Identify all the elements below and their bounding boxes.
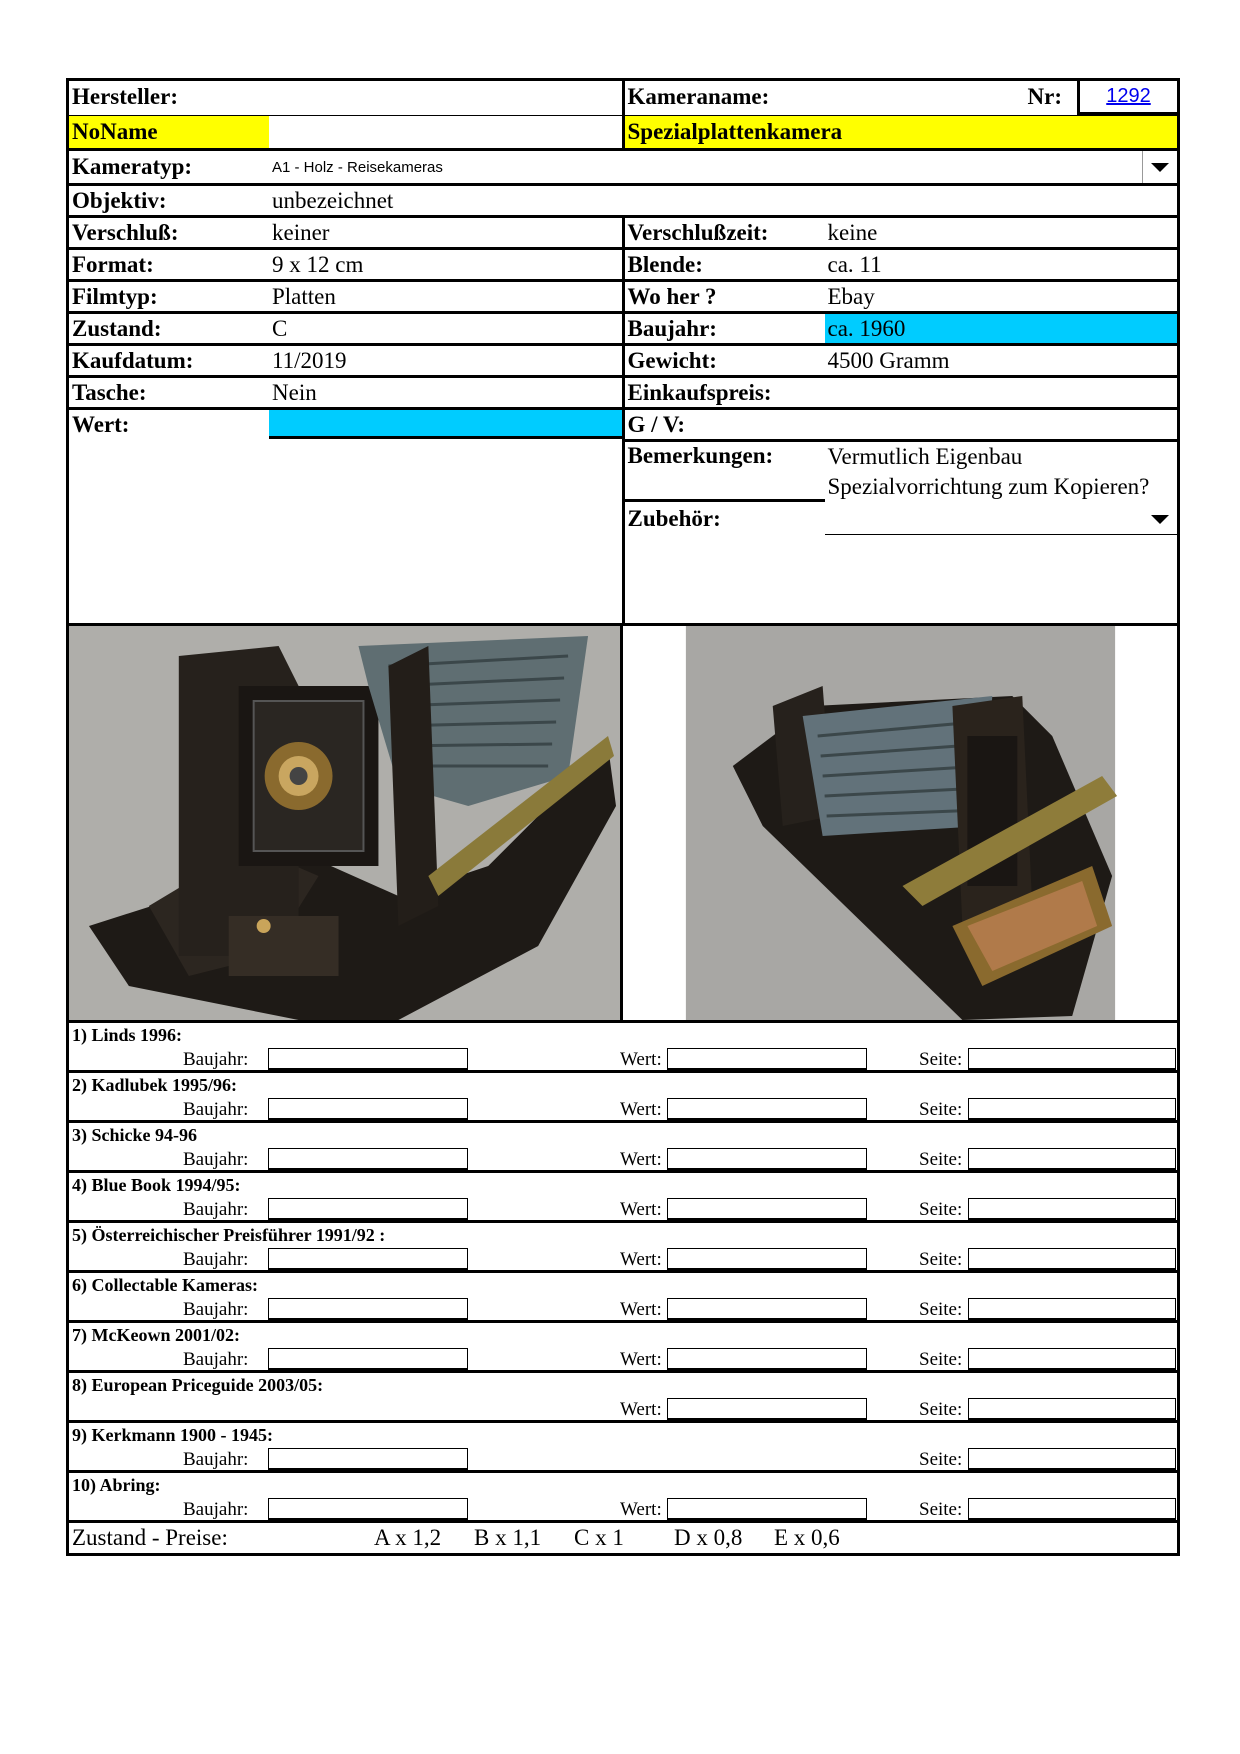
seite-label: Seite: xyxy=(919,1049,963,1070)
field-row xyxy=(69,250,1177,282)
verschluss-label: Verschluß: xyxy=(72,219,179,245)
filmtyp-value: Platten xyxy=(272,283,336,309)
baujahr-input[interactable] xyxy=(268,1148,468,1170)
right-field xyxy=(625,250,1178,279)
hersteller-label: Hersteller: xyxy=(72,84,178,109)
seite-label: Seite: xyxy=(919,1199,963,1220)
zustand-value: C xyxy=(272,315,288,341)
left-field xyxy=(69,218,625,247)
reference-title: 7) McKeown 2001/02: xyxy=(72,1325,240,1345)
seite-input[interactable] xyxy=(968,1298,1176,1320)
reference-title: 4) Blue Book 1994/95: xyxy=(72,1175,241,1195)
baujahr-label: Baujahr: xyxy=(183,1249,249,1270)
price-factor-e: E x 0,6 xyxy=(774,1525,840,1550)
verschlusszeit-label: Verschlußzeit: xyxy=(627,219,769,245)
seite-label: Seite: xyxy=(919,1149,963,1170)
seite-input[interactable] xyxy=(968,1398,1176,1420)
left-field xyxy=(69,378,625,407)
wert-input[interactable] xyxy=(667,1348,867,1370)
zubehoer-field xyxy=(625,504,1178,535)
bemerkungen-field xyxy=(625,442,1178,502)
zustand-preise-footer xyxy=(69,1523,1177,1553)
reference-title: 2) Kadlubek 1995/96: xyxy=(72,1075,238,1095)
reference-title: 10) Abring: xyxy=(72,1475,161,1495)
kameraname-label-cell xyxy=(625,81,1178,115)
nr-label: Nr: xyxy=(1027,84,1062,109)
camera-photo-front xyxy=(69,626,623,1020)
header-labels-row xyxy=(69,81,1177,116)
kameratyp-select[interactable]: A1 - Holz - Reisekameras xyxy=(272,158,443,176)
kaufdatum-value: 11/2019 xyxy=(272,347,347,373)
tasche-value: Nein xyxy=(272,379,317,405)
baujahr-input[interactable] xyxy=(268,1298,468,1320)
wert-input[interactable] xyxy=(667,1398,867,1420)
einkaufspreis-label: Einkaufspreis: xyxy=(627,379,772,405)
blende-value: ca. 11 xyxy=(827,251,882,277)
zustand-preise-label: Zustand - Preise: xyxy=(72,1525,228,1550)
objektiv-row xyxy=(69,186,1177,218)
woher-label: Wo her ? xyxy=(627,283,717,309)
wert-input[interactable] xyxy=(667,1148,867,1170)
baujahr-input[interactable] xyxy=(268,1448,468,1470)
objektiv-label: Objektiv: xyxy=(72,187,167,213)
header-values-row xyxy=(69,116,1177,151)
gewicht-value: 4500 Gramm xyxy=(827,347,950,373)
reference-title: 8) European Priceguide 2003/05: xyxy=(72,1375,324,1395)
bemerkungen-label: Bemerkungen: xyxy=(627,443,774,468)
format-value: 9 x 12 cm xyxy=(272,251,364,277)
baujahr-label: Baujahr: xyxy=(627,315,717,341)
seite-label: Seite: xyxy=(919,1249,963,1270)
verschluss-value: keiner xyxy=(272,219,330,245)
right-field xyxy=(625,378,1178,407)
wert-label: Wert: xyxy=(620,1049,662,1070)
baujahr-label: Baujahr: xyxy=(183,1449,249,1470)
reference-title: 1) Linds 1996: xyxy=(72,1025,183,1045)
format-label: Format: xyxy=(72,251,154,277)
seite-label: Seite: xyxy=(919,1399,963,1420)
baujahr-label: Baujahr: xyxy=(183,1499,249,1520)
reference-row xyxy=(69,1073,1177,1123)
chevron-down-icon xyxy=(1151,515,1169,524)
wert-value xyxy=(269,410,622,439)
reference-row xyxy=(69,1023,1177,1073)
zubehoer-label: Zubehör: xyxy=(627,506,721,531)
reference-row xyxy=(69,1473,1177,1523)
wert-field xyxy=(69,410,622,439)
wert-label: Wert: xyxy=(620,1199,662,1220)
baujahr-value: ca. 1960 xyxy=(825,314,1178,343)
camera-record-sheet xyxy=(66,78,1180,1556)
woher-value: Ebay xyxy=(827,283,875,309)
seite-label: Seite: xyxy=(919,1449,963,1470)
left-field xyxy=(69,346,625,375)
photos-row xyxy=(69,626,1177,1023)
seite-input[interactable] xyxy=(968,1098,1176,1120)
zubehoer-select[interactable] xyxy=(825,504,1178,535)
kameratyp-label: Kameratyp: xyxy=(72,154,193,179)
left-field xyxy=(69,314,625,343)
reference-title: 6) Collectable Kameras: xyxy=(72,1275,258,1295)
camera-photo-back xyxy=(623,626,1177,1020)
right-field xyxy=(625,346,1178,375)
reference-row xyxy=(69,1373,1177,1423)
baujahr-label: Baujahr: xyxy=(183,1349,249,1370)
bemerkungen-line: Spezialvorrichtung zum Kopieren? xyxy=(827,474,1150,499)
nr-link[interactable]: 1292 xyxy=(1077,81,1177,115)
hersteller-label-cell xyxy=(69,81,625,115)
wert-input[interactable] xyxy=(667,1498,867,1520)
baujahr-label: Baujahr: xyxy=(183,1099,249,1120)
reference-title: 9) Kerkmann 1900 - 1945: xyxy=(72,1425,273,1445)
field-row xyxy=(69,314,1177,346)
seite-input[interactable] xyxy=(968,1048,1176,1070)
wert-label: Wert: xyxy=(72,411,130,437)
baujahr-input[interactable] xyxy=(268,1098,468,1120)
seite-input[interactable] xyxy=(968,1198,1176,1220)
bemerkungen-line: Vermutlich Eigenbau xyxy=(827,444,1023,469)
baujahr-label: Baujahr: xyxy=(183,1299,249,1320)
wert-input[interactable] xyxy=(667,1198,867,1220)
gewicht-label: Gewicht: xyxy=(627,347,717,373)
kameraname-label: Kameraname: xyxy=(627,84,770,109)
reference-row xyxy=(69,1173,1177,1223)
gv-value xyxy=(825,410,1178,439)
reference-row xyxy=(69,1423,1177,1473)
gv-field xyxy=(625,410,1178,442)
wert-input[interactable] xyxy=(667,1298,867,1320)
gv-label: G / V: xyxy=(627,411,686,437)
price-factor-a: A x 1,2 xyxy=(374,1525,442,1550)
wert-label: Wert: xyxy=(620,1299,662,1320)
zustand-label: Zustand: xyxy=(72,315,162,341)
left-field xyxy=(69,282,625,311)
baujahr-input[interactable] xyxy=(268,1248,468,1270)
seite-input[interactable] xyxy=(968,1498,1176,1520)
remarks-section xyxy=(69,410,1177,626)
right-field xyxy=(625,218,1178,247)
objektiv-value: unbezeichnet xyxy=(272,187,394,213)
left-field xyxy=(69,250,625,279)
baujahr-input[interactable] xyxy=(268,1048,468,1070)
reference-row xyxy=(69,1123,1177,1173)
right-field xyxy=(625,314,1178,343)
kameratyp-dropdown-button[interactable] xyxy=(1142,151,1177,183)
seite-label: Seite: xyxy=(919,1349,963,1370)
price-factor-c: C x 1 xyxy=(574,1525,624,1550)
chevron-down-icon xyxy=(1151,163,1169,172)
field-row xyxy=(69,282,1177,314)
reference-row xyxy=(69,1273,1177,1323)
filmtyp-label: Filmtyp: xyxy=(72,283,158,309)
seite-input[interactable] xyxy=(968,1148,1176,1170)
baujahr-input[interactable] xyxy=(268,1198,468,1220)
seite-input[interactable] xyxy=(968,1348,1176,1370)
reference-title: 5) Österreichischer Preisführer 1991/92 : xyxy=(72,1225,386,1245)
kaufdatum-label: Kaufdatum: xyxy=(72,347,194,373)
wert-label: Wert: xyxy=(620,1399,662,1420)
wert-label: Wert: xyxy=(620,1499,662,1520)
bemerkungen-text xyxy=(825,442,1178,502)
seite-label: Seite: xyxy=(919,1099,963,1120)
blende-label: Blende: xyxy=(627,251,703,277)
baujahr-label: Baujahr: xyxy=(183,1049,249,1070)
wert-label: Wert: xyxy=(620,1149,662,1170)
seite-input[interactable] xyxy=(968,1248,1176,1270)
wert-input[interactable] xyxy=(667,1248,867,1270)
remarks-column xyxy=(625,410,1178,623)
seite-label: Seite: xyxy=(919,1499,963,1520)
field-row xyxy=(69,218,1177,250)
price-factor-b: B x 1,1 xyxy=(474,1525,542,1550)
bemerkungen-label-cell xyxy=(625,442,825,502)
wert-input[interactable] xyxy=(667,1048,867,1070)
wert-label: Wert: xyxy=(620,1099,662,1120)
wert-label: Wert: xyxy=(620,1349,662,1370)
reference-row xyxy=(69,1323,1177,1373)
einkaufspreis-value xyxy=(825,378,1178,407)
wert-input[interactable] xyxy=(667,1098,867,1120)
wert-label: Wert: xyxy=(620,1249,662,1270)
kameraname-value: Spezialplattenkamera xyxy=(625,116,1178,148)
kameraname-value-cell xyxy=(625,116,1178,148)
tasche-label: Tasche: xyxy=(72,379,147,405)
baujahr-input[interactable] xyxy=(268,1348,468,1370)
wert-column xyxy=(69,410,625,623)
verschlusszeit-value: keine xyxy=(827,219,878,245)
field-row xyxy=(69,378,1177,410)
baujahr-label: Baujahr: xyxy=(183,1199,249,1220)
seite-label: Seite: xyxy=(919,1299,963,1320)
baujahr-label: Baujahr: xyxy=(183,1149,249,1170)
price-factor-d: D x 0,8 xyxy=(674,1525,743,1550)
hersteller-value-cell xyxy=(69,116,625,148)
seite-input[interactable] xyxy=(968,1448,1176,1470)
field-row xyxy=(69,346,1177,378)
reference-row xyxy=(69,1223,1177,1273)
reference-title: 3) Schicke 94-96 xyxy=(72,1125,197,1145)
kameratyp-row xyxy=(69,151,1177,186)
baujahr-input[interactable] xyxy=(268,1498,468,1520)
right-field xyxy=(625,282,1178,311)
hersteller-value: NoName xyxy=(69,116,269,148)
